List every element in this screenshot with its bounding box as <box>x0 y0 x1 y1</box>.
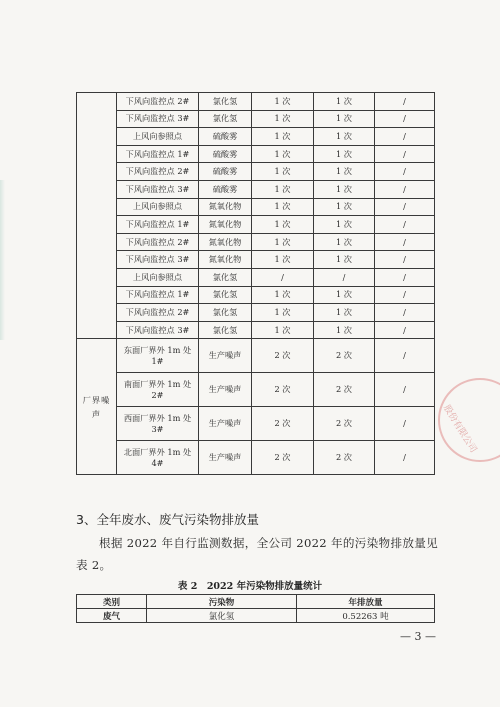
monitoring-table <box>76 92 435 475</box>
monitoring-item-cell: 氯化氢 <box>199 110 252 128</box>
frequency-cell: 2 次 <box>252 441 314 475</box>
monitoring-point-cell: 下风向监控点 2# <box>117 233 199 251</box>
frequency-cell: 1 次 <box>252 216 314 234</box>
frequency-cell: 1 次 <box>252 110 314 128</box>
table-row <box>77 407 435 441</box>
scan-edge-shadow <box>0 180 5 340</box>
table-row <box>77 609 435 623</box>
table-row <box>77 110 435 128</box>
table-row <box>77 93 435 111</box>
note-cell: / <box>375 339 435 373</box>
monitoring-item-cell: 硫酸雾 <box>199 128 252 146</box>
monitoring-point-cell: 上风向参照点 <box>117 128 199 146</box>
monitoring-item-cell: 氯化氢 <box>199 93 252 111</box>
monitoring-point-cell: 下风向监控点 3# <box>117 180 199 198</box>
table-row <box>77 268 435 286</box>
frequency-cell: 2 次 <box>314 339 375 373</box>
monitoring-point-cell: 上风向参照点 <box>117 198 199 216</box>
monitoring-item-cell: 硫酸雾 <box>199 163 252 181</box>
monitoring-point-cell: 下风向监控点 3# <box>117 321 199 339</box>
frequency-cell: 1 次 <box>314 304 375 322</box>
frequency-cell: 2 次 <box>252 339 314 373</box>
frequency-cell: 1 次 <box>314 251 375 269</box>
monitoring-item-cell: 生产噪声 <box>199 339 252 373</box>
frequency-cell: 2 次 <box>314 441 375 475</box>
monitoring-item-cell: 氮氧化物 <box>199 233 252 251</box>
monitoring-item-cell: 生产噪声 <box>199 373 252 407</box>
table-row <box>77 163 435 181</box>
monitoring-point-cell: 上风向参照点 <box>117 268 199 286</box>
monitoring-item-cell: 氮氧化物 <box>199 251 252 269</box>
category-cell: 废气 <box>77 609 147 623</box>
frequency-cell: 1 次 <box>314 233 375 251</box>
monitoring-point-cell: 下风向监控点 2# <box>117 304 199 322</box>
frequency-cell: 1 次 <box>252 163 314 181</box>
note-cell: / <box>375 373 435 407</box>
table-row <box>77 198 435 216</box>
frequency-cell: 1 次 <box>252 198 314 216</box>
monitoring-point-cell: 下风向监控点 3# <box>117 251 199 269</box>
monitoring-item-cell: 氯化氢 <box>199 268 252 286</box>
frequency-cell: 1 次 <box>252 321 314 339</box>
monitoring-point-cell: 下风向监控点 1# <box>117 216 199 234</box>
section-heading: 3、全年废水、废气污染物排放量 <box>76 512 259 527</box>
monitoring-item-cell: 氯化氢 <box>199 304 252 322</box>
page-number: — 3 — <box>400 630 436 643</box>
table-row <box>77 321 435 339</box>
note-cell: / <box>375 163 435 181</box>
frequency-cell: 1 次 <box>314 128 375 146</box>
monitoring-point-cell: 北面厂界外 1m 处 4# <box>117 441 199 475</box>
monitoring-item-cell: 氯化氢 <box>199 321 252 339</box>
table-row <box>77 251 435 269</box>
table-row <box>77 339 435 373</box>
frequency-cell: 2 次 <box>314 373 375 407</box>
table2-caption: 表 2 2022 年污染物排放量统计 <box>177 581 323 592</box>
note-cell: / <box>375 321 435 339</box>
note-cell: / <box>375 198 435 216</box>
frequency-cell: 1 次 <box>314 163 375 181</box>
frequency-cell: 1 次 <box>252 145 314 163</box>
frequency-cell: 1 次 <box>314 145 375 163</box>
monitoring-point-cell: 下风向监控点 3# <box>117 110 199 128</box>
frequency-cell: 1 次 <box>252 233 314 251</box>
frequency-cell: 1 次 <box>314 110 375 128</box>
note-cell: / <box>375 180 435 198</box>
note-cell: / <box>375 145 435 163</box>
note-cell: / <box>375 286 435 304</box>
frequency-cell: 1 次 <box>252 93 314 111</box>
monitoring-point-cell: 下风向监控点 2# <box>117 163 199 181</box>
body-paragraph: 根据 2022 年自行监测数据，全公司 2022 年的污染物排放量见表 2。 <box>76 536 439 572</box>
monitoring-item-cell: 氮氧化物 <box>199 198 252 216</box>
frequency-cell: 1 次 <box>314 321 375 339</box>
monitoring-item-cell: 生产噪声 <box>199 441 252 475</box>
frequency-cell: 1 次 <box>252 251 314 269</box>
pollutant-cell: 氯化氢 <box>147 609 297 623</box>
frequency-cell: 1 次 <box>314 216 375 234</box>
frequency-cell: 1 次 <box>252 304 314 322</box>
note-cell: / <box>375 110 435 128</box>
note-cell: / <box>375 128 435 146</box>
frequency-cell: 1 次 <box>314 198 375 216</box>
amount-cell: 0.52263 吨 <box>297 609 435 623</box>
monitoring-item-cell: 硫酸雾 <box>199 145 252 163</box>
frequency-cell: 1 次 <box>314 180 375 198</box>
note-cell: / <box>375 407 435 441</box>
table-row <box>77 233 435 251</box>
column-header: 年排放量 <box>297 595 435 609</box>
monitoring-item-cell: 生产噪声 <box>199 407 252 441</box>
table-row <box>77 286 435 304</box>
frequency-cell: 2 次 <box>252 373 314 407</box>
monitoring-point-cell: 下风向监控点 1# <box>117 286 199 304</box>
table-row <box>77 441 435 475</box>
note-cell: / <box>375 216 435 234</box>
frequency-cell: 2 次 <box>314 407 375 441</box>
note-cell: / <box>375 251 435 269</box>
frequency-cell: / <box>252 268 314 286</box>
table-row <box>77 180 435 198</box>
emission-table <box>76 594 435 623</box>
column-header: 类别 <box>77 595 147 609</box>
note-cell: / <box>375 93 435 111</box>
monitoring-item-cell: 氮氧化物 <box>199 216 252 234</box>
note-cell: / <box>375 304 435 322</box>
frequency-cell: 1 次 <box>252 180 314 198</box>
note-cell: / <box>375 233 435 251</box>
monitoring-item-cell: 硫酸雾 <box>199 180 252 198</box>
note-cell: / <box>375 441 435 475</box>
table-row <box>77 145 435 163</box>
monitoring-point-cell: 东面厂界外 1m 处 1# <box>117 339 199 373</box>
monitoring-item-cell: 氯化氢 <box>199 286 252 304</box>
category-cell: 厂界噪声 <box>77 339 117 475</box>
frequency-cell: 1 次 <box>314 93 375 111</box>
frequency-cell: 1 次 <box>314 286 375 304</box>
table-row <box>77 304 435 322</box>
monitoring-point-cell: 西面厂界外 1m 处 3# <box>117 407 199 441</box>
monitoring-point-cell: 下风向监控点 2# <box>117 93 199 111</box>
monitoring-point-cell: 南面厂界外 1m 处 2# <box>117 373 199 407</box>
frequency-cell: 1 次 <box>252 128 314 146</box>
column-header: 污染物 <box>147 595 297 609</box>
frequency-cell: / <box>314 268 375 286</box>
table-row <box>77 216 435 234</box>
frequency-cell: 1 次 <box>252 286 314 304</box>
table-header-row <box>77 595 435 609</box>
official-seal-text: 股份有限公司 <box>440 403 479 455</box>
frequency-cell: 2 次 <box>252 407 314 441</box>
monitoring-point-cell: 下风向监控点 1# <box>117 145 199 163</box>
table-row <box>77 373 435 407</box>
table-row <box>77 128 435 146</box>
note-cell: / <box>375 268 435 286</box>
category-cell <box>77 93 117 339</box>
